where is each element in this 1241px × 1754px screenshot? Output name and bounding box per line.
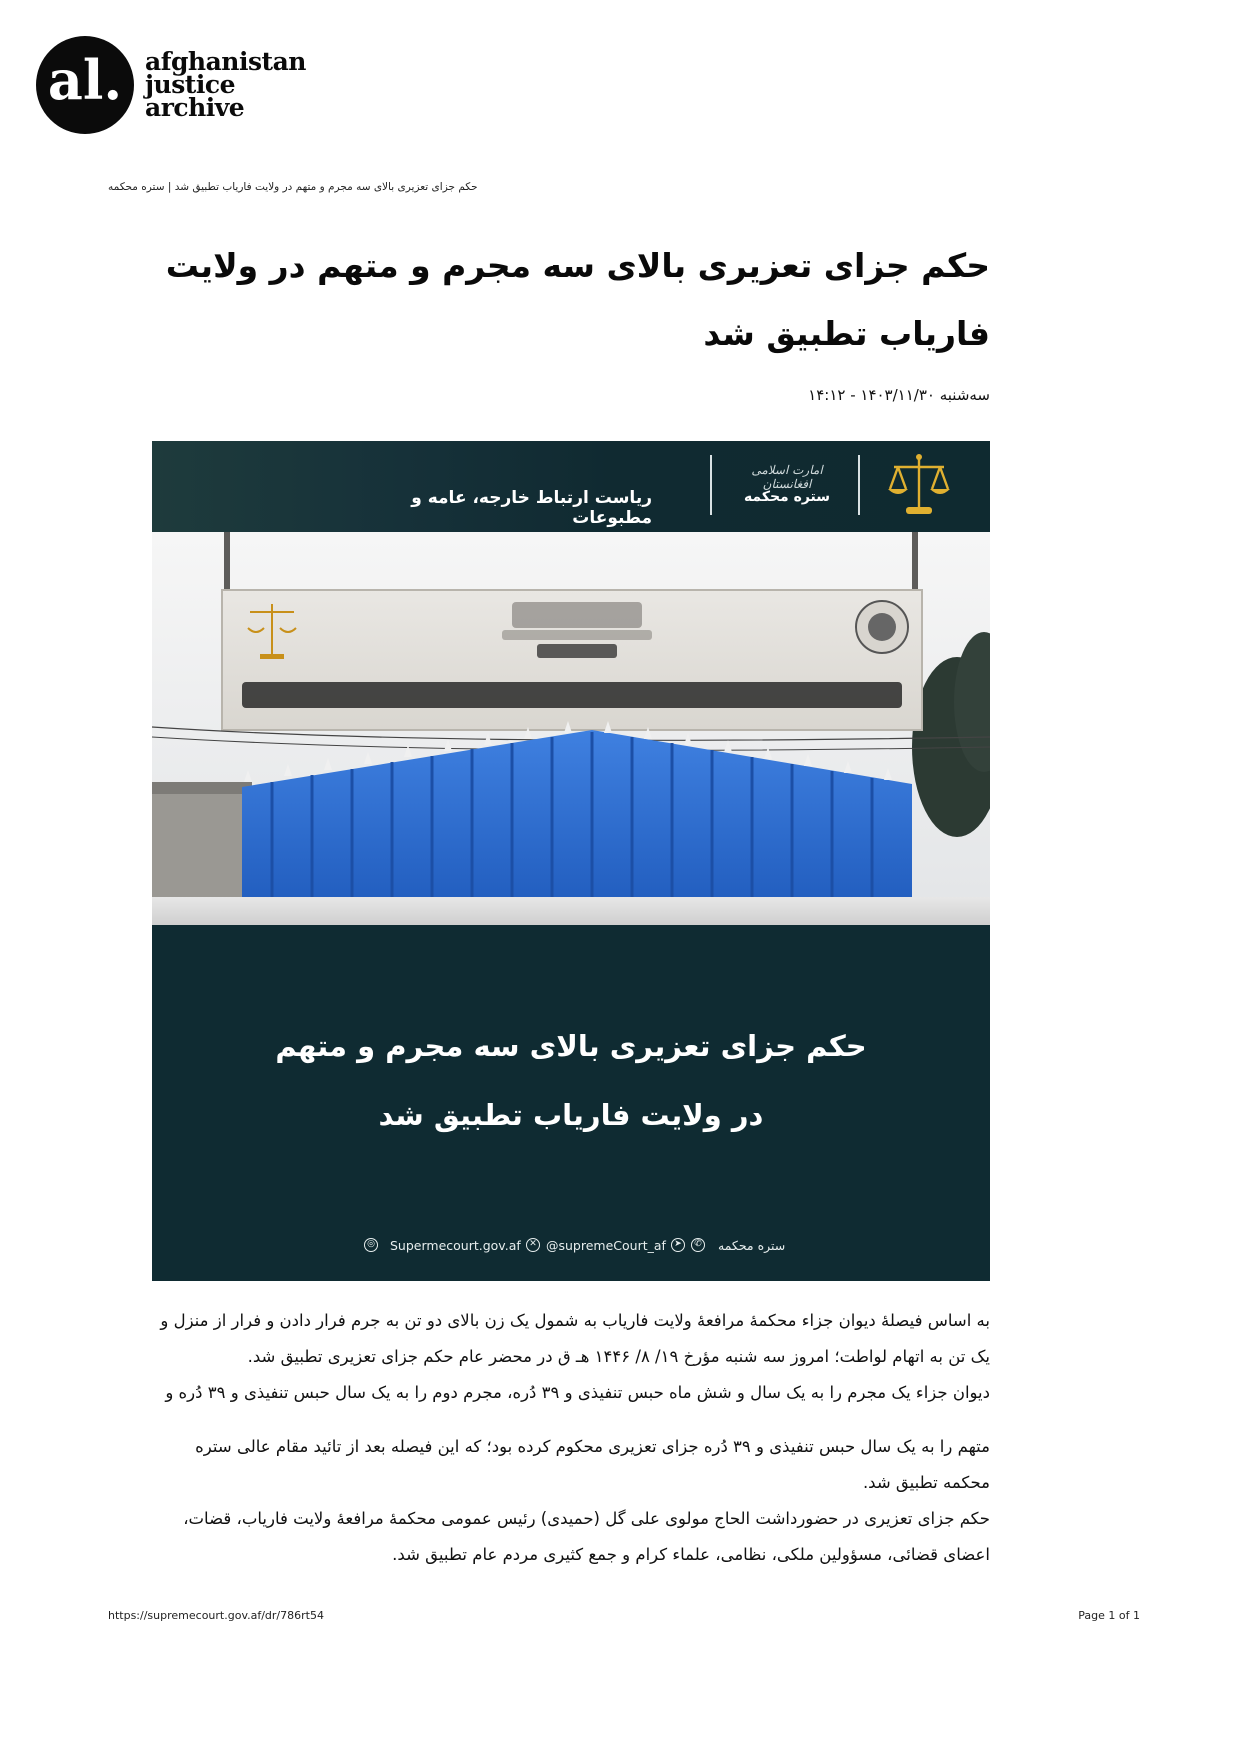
social-org-handle: ستره محکمه (718, 1238, 786, 1253)
page-number: Page 1 of 1 (1078, 1609, 1140, 1622)
banner-social-bar (152, 1238, 990, 1260)
paragraph-line: محکمه تطبیق شد. (862, 1473, 990, 1492)
banner-divider-strip (152, 897, 990, 925)
paragraph-line: متهم را به یک سال حبس تنفیذی و ۳۹ دُره جزای تعزیری محکوم کرده بود؛ که این فیصله بعد از تائید مقام عالی ستره (195, 1437, 990, 1456)
logo-word-3: archive (145, 93, 245, 122)
site-logo[interactable] (36, 36, 306, 136)
logo-wordmark (145, 47, 306, 122)
banner-headline-line-1: حکم جزای تعزیری بالای سه مجرم و متهم (275, 1029, 867, 1063)
title-line-1: حکم جزای تعزیری بالای سه مجرم و متهم در ولایت (165, 246, 990, 285)
logo-word-2: justice (145, 70, 235, 99)
logo-circle (36, 36, 134, 134)
source-url-link[interactable]: https://supremecourt.gov.af/dr/786rt54 (108, 1609, 324, 1622)
article-banner-image (152, 441, 990, 1281)
paragraph-line: به اساس فیصلهٔ دیوان جزاء محکمهٔ مرافعهٔ ولایت فاریاب به شمول یک زن بالای دو تن به جرم فرار دادن و فرار از منزل و (160, 1311, 990, 1330)
paragraph-line: یک تن به اتهام لواطت؛ امروز سه شنبه مؤرخ ۱۹/ ۸/ ۱۴۴۶ هـ ق در محضر عام حکم جزای تعزیری تطبیق شد. (247, 1347, 990, 1366)
paragraph-line: حکم جزای تعزیری در حضورداشت الحاج مولوی علی گل (حمیدی) رئیس عمومی محکمهٔ مرافعهٔ ولایت فاریاب، قضات، (183, 1509, 990, 1528)
paragraph-line: دیوان جزاء یک مجرم را به یک سال و شش ماه حبس تنفیذی و ۳۹ دُره، مجرم دوم را به یک سال حبس تنفیذی و ۳۹ دُره و (165, 1383, 990, 1402)
page-title (150, 232, 990, 368)
logo-word-1: afghanistan (145, 47, 306, 76)
breadcrumb: حکم جزای تعزیری بالای سه مجرم و متهم در ولایت فاریاب تطبیق شد | ستره محکمه (108, 181, 478, 193)
telegram-icon: ➤ (671, 1238, 685, 1252)
banner-header (152, 441, 990, 532)
x-twitter-icon: ✕ (526, 1238, 540, 1252)
paragraph-line: اعضای قضائی، مسؤولین ملکی، نظامی، علماء کرام و جمع کثیری مردم عام تطبیق شد. (392, 1545, 990, 1564)
social-website: Supermecourt.gov.af (390, 1238, 521, 1253)
publish-date: سه‌شنبه ۱۴۰۳/۱۱/۳۰ - ۱۴:۱۲ (808, 386, 990, 404)
scales-of-justice-icon (884, 451, 954, 521)
social-twitter: @supremeCourt_af (546, 1238, 666, 1253)
banner-emirate-label: امارت اسلامی افغانستان (751, 463, 823, 491)
logo-mark: al. (47, 48, 123, 112)
banner-divider (858, 455, 860, 515)
title-line-2: فاریاب تطبیق شد (703, 314, 990, 353)
banner-org-label: ستره محکمه (743, 489, 831, 505)
globe-icon: ◎ (364, 1238, 378, 1252)
banner-divider (710, 455, 712, 515)
whatsapp-icon: ✆ (691, 1238, 705, 1252)
court-gate-photo (152, 532, 990, 897)
banner-department: ریاست ارتباط خارجه، عامه و مطبوعات (411, 488, 652, 528)
banner-headline-line-2: در ولایت فاریاب تطبیق شد (378, 1098, 764, 1132)
